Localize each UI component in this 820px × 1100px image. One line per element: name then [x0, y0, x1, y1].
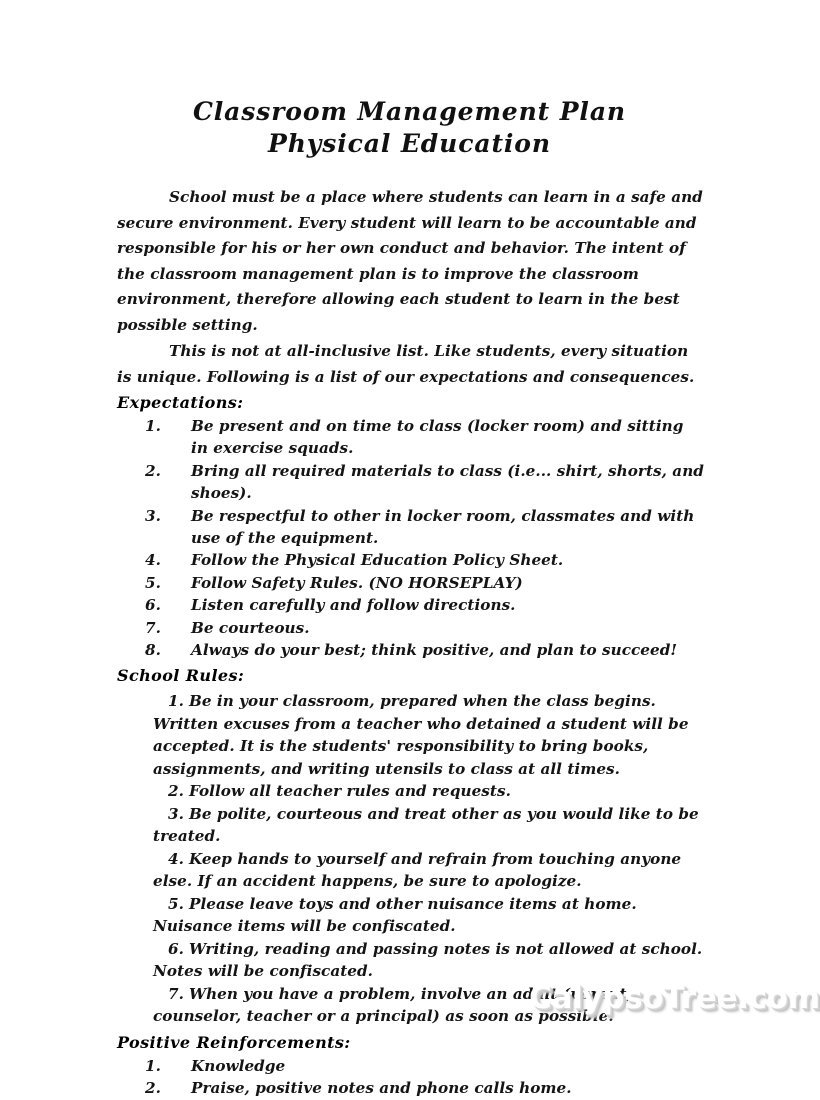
title-line-2: Physical Education	[268, 129, 551, 158]
list-item-number: 7.	[168, 984, 184, 1003]
section-heading-school-rules: School Rules:	[117, 666, 245, 686]
list-item-number: 4.	[168, 849, 184, 868]
list-item	[153, 780, 704, 803]
list-item-text: Praise, positive notes and phone calls home.	[191, 1079, 572, 1098]
document-body	[117, 185, 704, 1100]
list-item	[145, 1077, 704, 1100]
list-item-text: Follow all teacher rules and requests.	[188, 782, 511, 801]
list-item	[153, 893, 704, 938]
section-heading-positive-reinforcements: Positive Reinforcements:	[117, 1032, 351, 1052]
list-item	[153, 690, 704, 780]
list-item	[145, 505, 704, 550]
list-item-number: 3.	[145, 506, 161, 525]
list-item-number: 6.	[168, 939, 184, 958]
list-item	[145, 617, 704, 639]
list-item	[145, 639, 704, 661]
list-item	[145, 415, 704, 460]
title-line-1: Classroom Management Plan	[192, 97, 626, 126]
list-item-number: 2.	[145, 1079, 161, 1098]
list-item-number: 2.	[145, 461, 161, 480]
intro-paragraph-2: This is not at all-inclusive list. Like students, every situation is unique. Following is a list of our expectations and consequences.	[117, 342, 695, 386]
list-item-text: Follow the Physical Education Policy Sheet.	[191, 551, 564, 570]
list-item-number: 1.	[168, 692, 184, 711]
list-item-text: Follow Safety Rules. (NO HORSEPLAY)	[191, 573, 523, 592]
list-item-number: 8.	[145, 641, 161, 660]
intro-paragraph-1: School must be a place where students can learn in a safe and secure environment. Every student will learn to be accountable and responsible for his or her own conduct and behavior. The intent of the classroom management plan is to improve the classroom environment, therefore allowing each student to learn in the best possible setting.	[117, 188, 703, 334]
watermark: CalypsoTree.com	[529, 980, 820, 1016]
list-item	[153, 848, 704, 893]
list-item	[153, 938, 704, 983]
list-item-number: 7.	[145, 618, 161, 637]
list-item	[145, 572, 704, 594]
list-item-text: Be present and on time to class (locker room) and sitting in exercise squads.	[191, 417, 684, 458]
list-item-text: Be respectful to other in locker room, classmates and with use of the equipment.	[191, 506, 695, 548]
list-item-text: Be courteous.	[191, 618, 310, 637]
positive-reinforcements-list	[117, 1055, 704, 1100]
document-title	[0, 96, 819, 160]
list-item-text: Knowledge	[191, 1056, 286, 1075]
list-item-text: Listen carefully and follow directions.	[191, 596, 516, 615]
list-item-text: Keep hands to yourself and refrain from touching anyone else. If an accident happens, be sure to apologize.	[153, 849, 682, 891]
list-item-number: 3.	[168, 804, 184, 823]
list-item-number: 2.	[168, 782, 184, 801]
list-item	[145, 594, 704, 616]
list-item-text: Always do your best; think positive, and plan to succeed!	[191, 641, 678, 660]
section-heading-expectations: Expectations:	[117, 393, 244, 412]
expectations-list	[117, 415, 704, 661]
school-rules-list	[117, 690, 704, 1028]
list-item-number: 5.	[168, 894, 184, 913]
list-item-text: Bring all required materials to class (i.e... shirt, shorts, and shoes).	[191, 461, 704, 503]
list-item-number: 5.	[145, 573, 161, 592]
list-item-number: 1.	[145, 417, 161, 435]
list-item-text: Please leave toys and other nuisance items at home. Nuisance items will be confiscated.	[153, 894, 637, 936]
list-item-text: Be polite, courteous and treat other as you would like to be treated.	[153, 804, 699, 846]
list-item-number: 1.	[145, 1056, 161, 1075]
list-item-number: 4.	[145, 551, 161, 570]
list-item-number: 6.	[145, 596, 161, 615]
list-item	[145, 1055, 704, 1078]
list-item-text: Writing, reading and passing notes is not allowed at school. Notes will be confiscated.	[153, 939, 703, 981]
list-item	[145, 549, 704, 571]
list-item	[145, 460, 704, 505]
list-item	[153, 803, 704, 848]
list-item-text: When you have a problem, involve an adult (parent, counselor, teacher or a principal) as soon as possible.	[153, 984, 632, 1026]
list-item-text: Be in your classroom, prepared when the class begins. Written excuses from a teacher who detained a student will be accepted. It is the students' responsibility to bring books, assignments, and writing utensils to class at all times.	[153, 692, 689, 778]
